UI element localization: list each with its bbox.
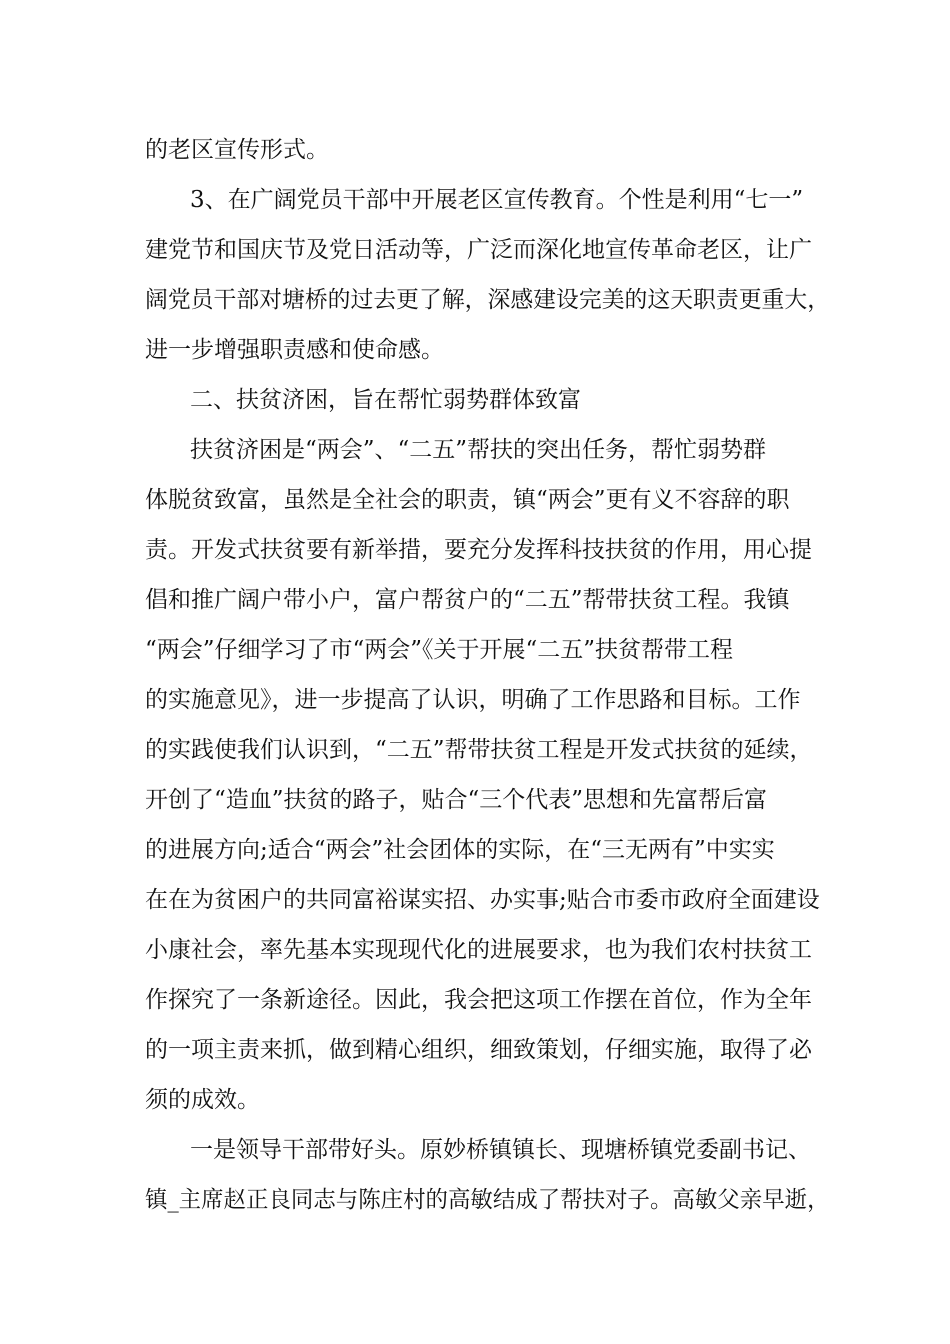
text-line: 的进展方向;适合“两会”社会团体的实际，在“三无两有”中实实 <box>145 837 775 863</box>
paragraph-first-line: 3、在广阔党员干部中开展老区宣传教育。个性是利用“七一” <box>190 187 804 213</box>
text-line: 须的成效。 <box>145 1087 260 1113</box>
text-line: 小康社会，率先基本实现现代化的进展要求，也为我们农村扶贫工 <box>145 937 812 963</box>
text-line: 责。开发式扶贫要有新举措，要充分发挥科技扶贫的作用，用心提 <box>145 537 812 563</box>
text-line: “两会”仔细学习了市“两会”《关于开展“二五”扶贫帮带工程 <box>145 637 734 663</box>
text-line: 进一步增强职责感和使命感。 <box>145 337 444 363</box>
text-line: 开创了“造血”扶贫的路子，贴合“三个代表”思想和先富帮后富 <box>145 787 768 813</box>
text-line: 的实施意见》，进一步提高了认识，明确了工作思路和目标。工作 <box>145 687 801 713</box>
text-line: 体脱贫致富，虽然是全社会的职责，镇“两会”更有义不容辞的职 <box>145 487 790 513</box>
text-line: 建党节和国庆节及党日活动等，广泛而深化地宣传革命老区，让广 <box>145 237 812 263</box>
paragraph-first-line: 扶贫济困是“两会”、“二五”帮扶的突出任务，帮忙弱势群 <box>190 437 767 463</box>
text-line: 的一项主责来抓，做到精心组织，细致策划，仔细实施，取得了必 <box>145 1037 812 1063</box>
text-line: 的实践使我们认识到，“二五”帮带扶贫工程是开发式扶贫的延续， <box>145 737 813 763</box>
text-line: 倡和推广阔户带小户，富户帮贫户的“二五”帮带扶贫工程。我镇 <box>145 587 790 613</box>
text-line: 作探究了一条新途径。因此，我会把这项工作摆在首位，作为全年 <box>145 987 812 1013</box>
text-line: 阔党员干部对塘桥的过去更了解，深感建设完美的这天职责更重大， <box>145 287 831 313</box>
text-line: 在在为贫困户的共同富裕谋实招、办实事;贴合市委市政府全面建设 <box>145 887 820 913</box>
section-heading: 二、扶贫济困，旨在帮忙弱势群体致富 <box>190 387 581 413</box>
text-line: 镇_主席赵正良同志与陈庄村的高敏结成了帮扶对子。高敏父亲早逝， <box>145 1187 830 1213</box>
text-line: 的老区宣传形式。 <box>145 137 329 163</box>
paragraph-first-line: 一是领导干部带好头。原妙桥镇镇长、现塘桥镇党委副书记、 <box>190 1137 811 1163</box>
